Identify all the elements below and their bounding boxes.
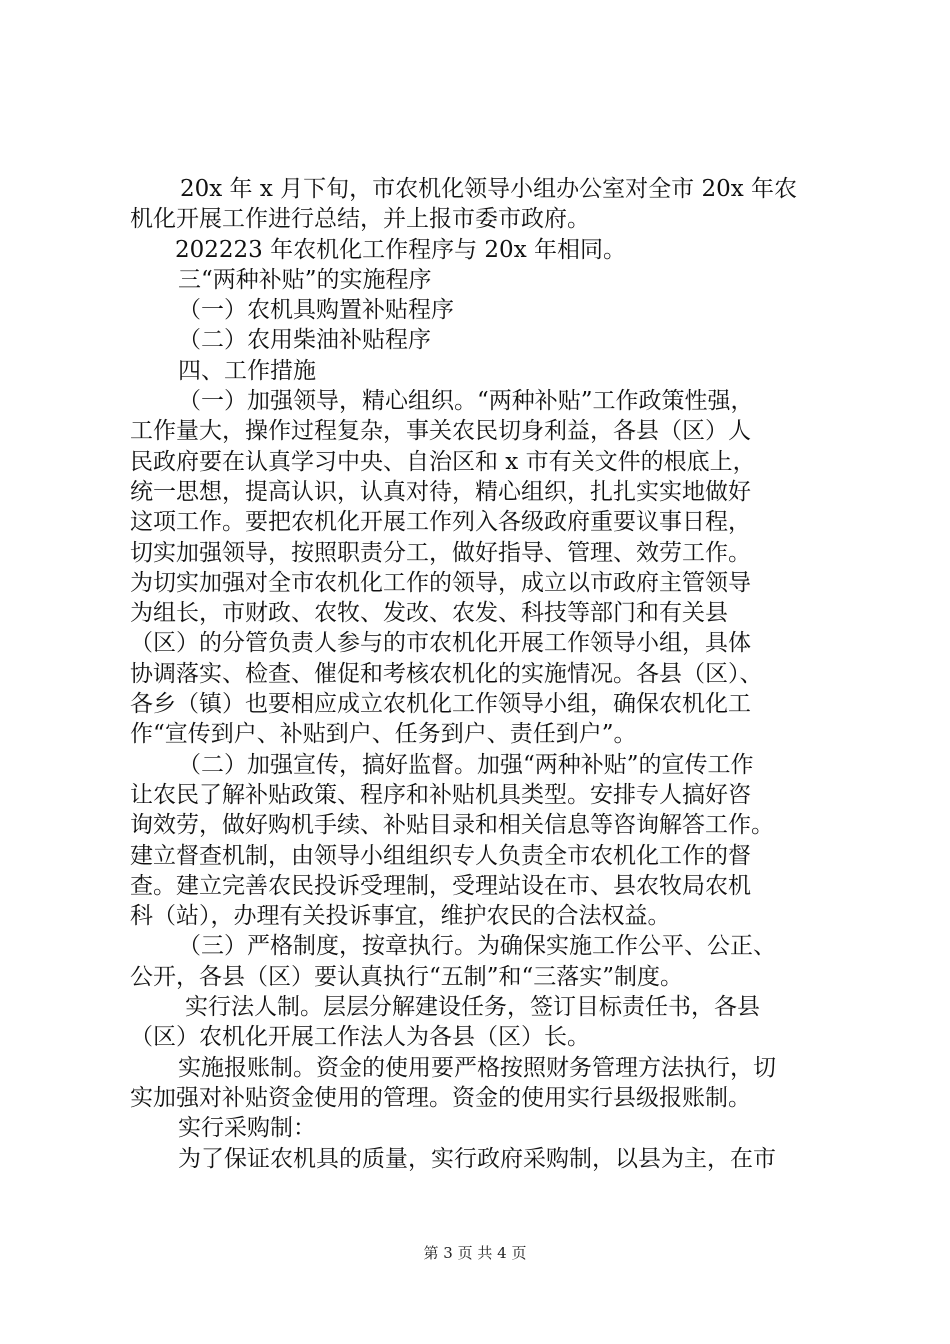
- text-line: 实行法人制。层层分解建设任务，签订目标责任书，各县: [185, 994, 760, 1021]
- text-line: 查。建立完善农民投诉受理制，受理站设在市、县农牧局农机: [130, 872, 751, 899]
- text-line: 统一思想，提高认识，认真对待，精心组织，扎扎实实地做好: [130, 478, 751, 505]
- text-line: （二）加强宣传，搞好监督。加强“两种补贴”的宣传工作: [178, 751, 754, 778]
- text-line: 202223 年农机化工作程序与 20x 年相同。: [175, 236, 626, 263]
- paragraph: [130, 992, 830, 1053]
- text-line: 公开，各县（区）要认真执行“五制”和“三落实”制度。: [130, 963, 684, 990]
- text-line: （一）加强领导，精心组织。“两种补贴”工作政策性强，: [178, 388, 754, 415]
- text-line: 三“两种补贴”的实施程序: [178, 266, 432, 293]
- text-line: 工作量大，操作过程复杂，事关农民切身利益，各县（区）人: [130, 418, 751, 445]
- text-line: 各乡（镇）也要相应成立农机化工作领导小组，确保农机化工: [130, 691, 751, 718]
- paragraph: [130, 295, 830, 325]
- text-line: 科（站），办理有关投诉事宜，维护农民的合法权益。: [130, 903, 671, 930]
- paragraph: [130, 1144, 830, 1174]
- text-line: 机化开展工作进行总结，并上报市委市政府。: [130, 206, 590, 233]
- paragraph: [130, 356, 830, 386]
- paragraph: [130, 235, 830, 265]
- text-line: 询效劳，做好购机手续、补贴目录和相关信息等咨询解答工作。: [130, 812, 774, 839]
- paragraph: [130, 174, 830, 235]
- text-line: （区）的分管负责人参与的市农机化开展工作领导小组，具体: [130, 630, 751, 657]
- paragraph: [130, 1113, 830, 1143]
- page-footer: 第 3 页 共 4 页: [423, 1244, 527, 1262]
- text-line: 20x 年 x 月下旬，市农机化领导小组办公室对全市 20x 年农: [180, 176, 798, 202]
- text-line: 四、工作措施: [178, 357, 316, 384]
- text-line: （一）农机具购置补贴程序: [178, 297, 454, 324]
- text-line: （三）严格制度，按章执行。为确保实施工作公平、公正、: [178, 933, 776, 960]
- text-line: 为组长，市财政、农牧、发改、农发、科技等部门和有关县: [130, 600, 728, 627]
- paragraph: [130, 750, 830, 932]
- text-line: 让农民了解补贴政策、程序和补贴机具类型。安排专人搞好咨: [130, 781, 751, 808]
- text-line: 这项工作。要把农机化开展工作列入各级政府重要议事日程，: [130, 509, 751, 536]
- paragraph: [130, 325, 830, 355]
- paragraph: [130, 931, 830, 992]
- text-line: 实施报账制。资金的使用要严格按照财务管理方法执行，切: [178, 1054, 776, 1081]
- text-line: 切实加强领导，按照职责分工，做好指导、管理、效劳工作。: [130, 539, 751, 566]
- text-line: 作“宣传到户、补贴到户、任务到户、责任到户”。: [130, 721, 637, 748]
- text-line: 实加强对补贴资金使用的管理。资金的使用实行县级报账制。: [130, 1084, 751, 1111]
- text-line: （二）农用柴油补贴程序: [178, 327, 431, 354]
- text-line: 建立督查机制，由领导小组组织专人负责全市农机化工作的督: [130, 842, 751, 869]
- text-line: （区）农机化开展工作法人为各县（区）长。: [130, 1024, 590, 1051]
- document-body: [130, 174, 830, 1174]
- text-line: 民政府要在认真学习中央、自治区和 x 市有关文件的根底上，: [130, 448, 756, 475]
- text-line: 实行采购制：: [178, 1115, 316, 1142]
- paragraph: [130, 265, 830, 295]
- paragraph: [130, 386, 830, 750]
- text-line: 为切实加强对全市农机化工作的领导，成立以市政府主管领导: [130, 569, 751, 596]
- text-line: 为了保证农机具的质量，实行政府采购制，以县为主，在市: [178, 1145, 776, 1172]
- paragraph: [130, 1053, 830, 1114]
- text-line: 协调落实、检查、催促和考核农机化的实施情况。各县（区）、: [130, 660, 763, 687]
